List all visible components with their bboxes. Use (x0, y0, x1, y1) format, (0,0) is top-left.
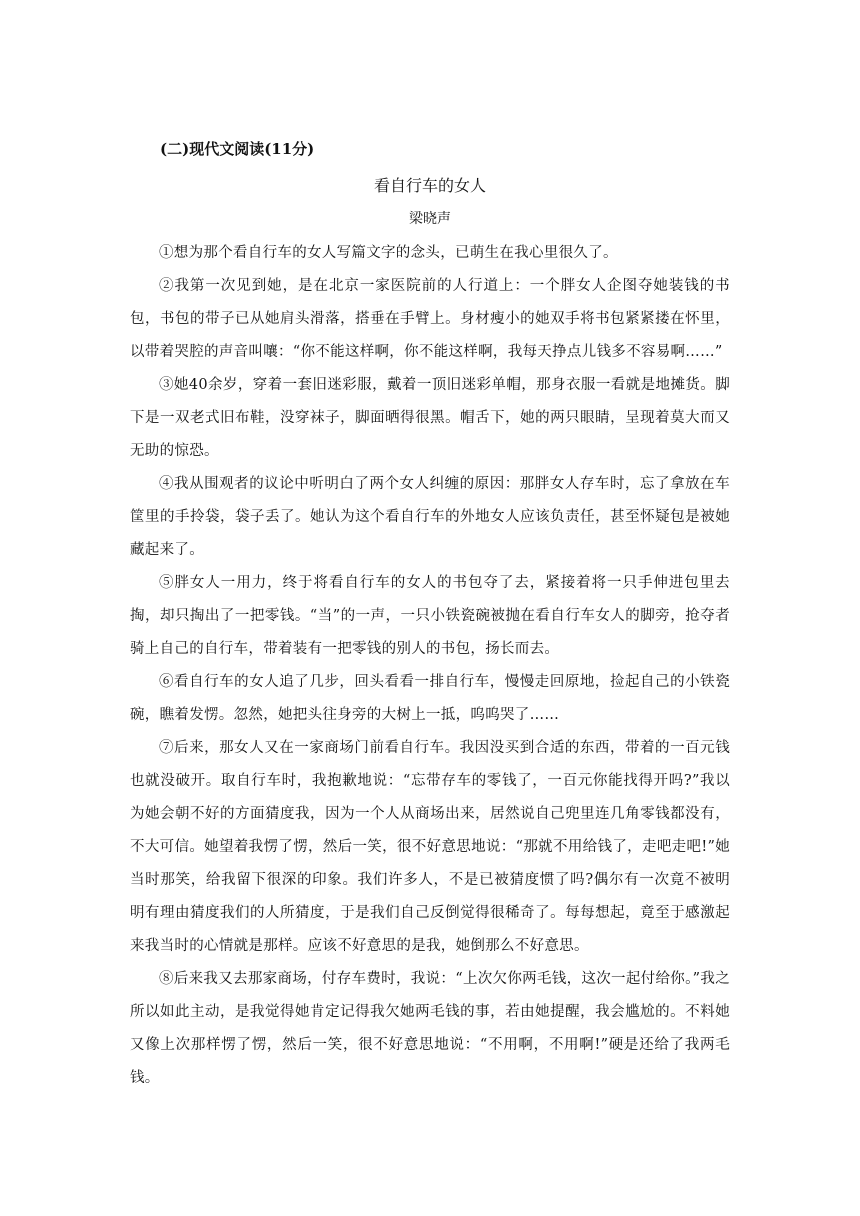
paragraph-5: ⑤胖女人一用力，终于将看自行车的女人的书包夺了去，紧接着将一只手伸进包里去掏，却只掏出了一把零钱。“当”的一声，一只小铁瓷碗被抛在看自行车女人的脚旁，抢夺者骑上自己的自行车，带着装有一把零钱的别人的书包，扬长而去。 (130, 575, 730, 657)
article-title: 看自行车的女人 (373, 176, 486, 195)
paragraph-3: ③她40余岁，穿着一套旧迷彩服，戴着一顶旧迷彩单帽，那身衣服一看就是地摊货。脚下是一双老式旧布鞋，没穿袜子，脚面晒得很黑。帽舌下，她的两只眼睛，呈现着莫大而又无助的惊恐。 (130, 377, 730, 459)
paragraph-1: ①想为那个看自行车的女人写篇文字的念头，已萌生在我心里很久了。 (159, 245, 618, 261)
paragraph-4: ④我从围观者的议论中听明白了两个女人纠缠的原因：那胖女人存车时，忘了拿放在车筐里的手拎袋，袋子丢了。她认为这个看自行车的外地女人应该负责任，甚至怀疑包是被她藏起来了。 (130, 476, 730, 558)
paragraph-2: ②我第一次见到她，是在北京一家医院前的人行道上：一个胖女人企图夺她装钱的书包，书包的带子已从她肩头滑落，搭垂在手臂上。身材瘦小的她双手将书包紧紧搂在怀里，以带着哭腔的声音叫嚷：“你不能这样啊，你不能这样啊，我每天挣点儿钱多不容易啊……” (130, 278, 730, 360)
article-author: 梁晓声 (409, 211, 451, 227)
article-body (130, 237, 730, 1095)
paragraph-8: ⑧后来我又去那家商场，付存车费时，我说：“上次欠你两毛钱，这次一起付给你。”我之所以如此主动，是我觉得她肯定记得我欠她两毛钱的事，若由她提醒，我会尴尬的。不料她又像上次那样愣了愣，然后一笑，很不好意思地说：“不用啊，不用啊!”硬是还给了我两毛钱。 (130, 971, 730, 1086)
paragraph-7: ⑦后来，那女人又在一家商场门前看自行车。我因没买到合适的东西，带着的一百元钱也就没破开。取自行车时，我抱歉地说：“忘带存车的零钱了，一百元你能找得开吗?”我以为她会朝不好的方面猜度我，因为一个人从商场出来，居然说自己兜里连几角零钱都没有，不大可信。她望着我愣了愣，然后一笑，很不好意思地说：“那就不用给钱了，走吧走吧!”她当时那笑，给我留下很深的印象。我们许多人，不是已被猜度惯了吗?偶尔有一次竟不被明明有理由猜度我们的人所猜度，于是我们自己反倒觉得很稀奇了。每每想起，竟至于感激起来我当时的心情就是那样。应该不好意思的是我，她倒那么不好意思。 (130, 740, 730, 954)
paragraph-6: ⑥看自行车的女人追了几步，回头看看一排自行车，慢慢走回原地，捡起自己的小铁瓷碗，瞧着发愣。忽然，她把头往身旁的大树上一抵，呜呜哭了…… (130, 674, 730, 723)
section-heading: (二)现代文阅读(11分) (160, 140, 315, 158)
